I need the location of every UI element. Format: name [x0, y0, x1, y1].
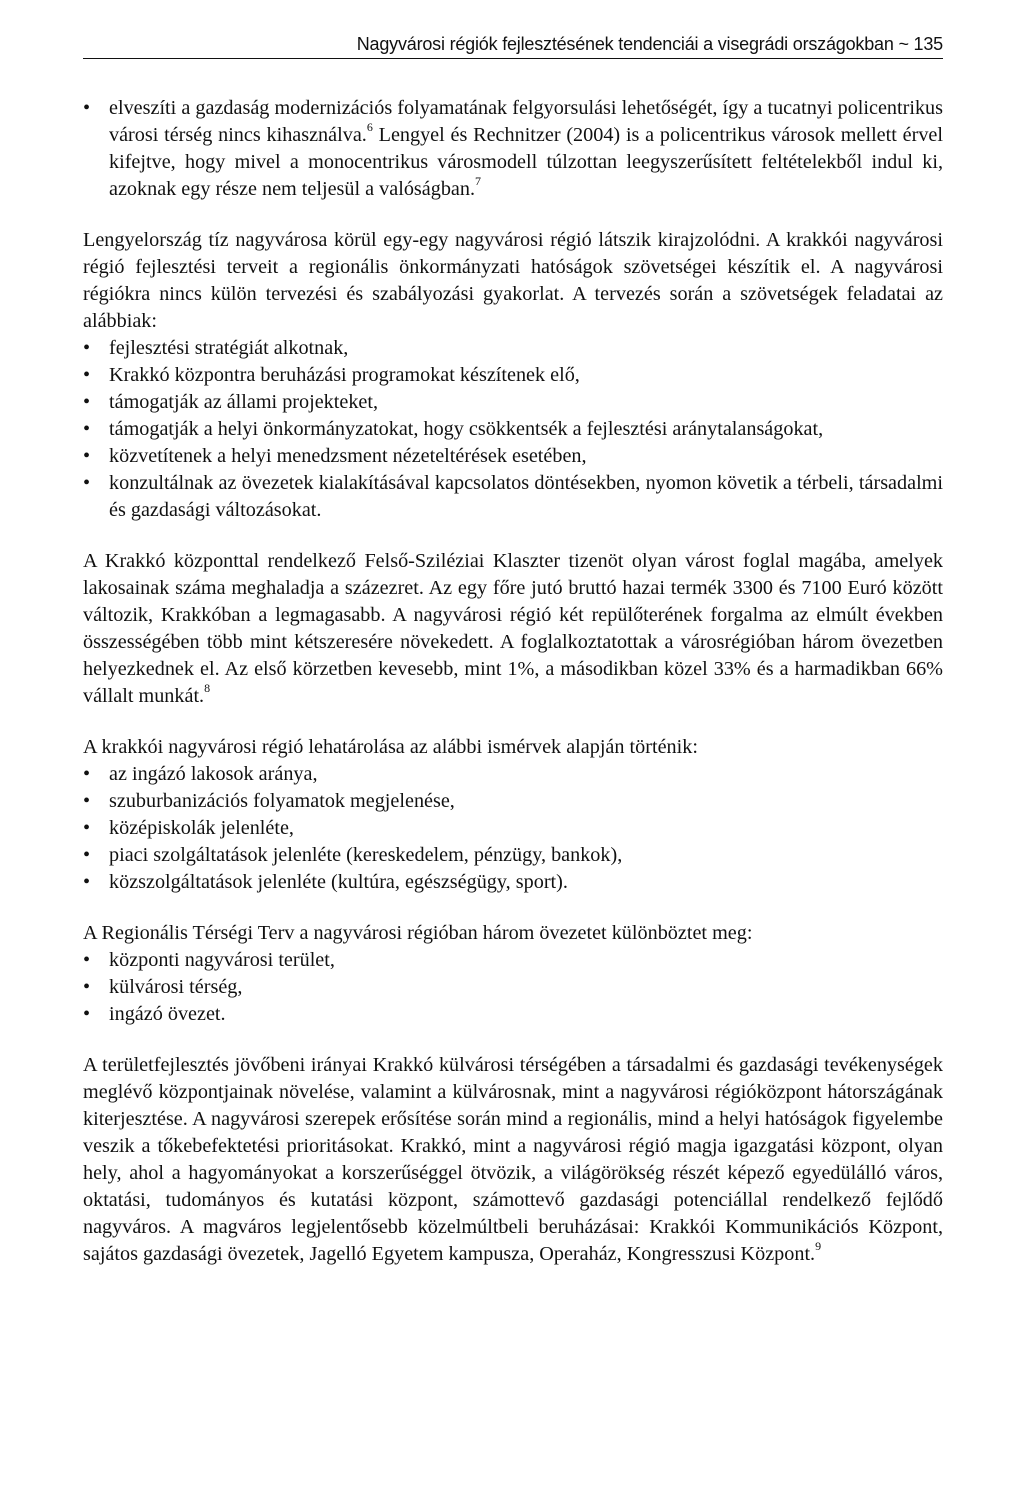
section2-text: A Krakkó központtal rendelkező Felső-Sziléziai Klaszter tizenöt olyan várost foglal magába, amelyek lakosainak száma meghaladja a százezret. Az egy főre jutó bruttó hazai termék 3300 és 7100 Euró között változik, Krakkóban a legmagasabb. A nagyvárosi régió két repülőterének forgalma az elmúlt években összességében több mint kétszeresére növekedett. A foglalkoztatottak a városrégióban három övezetben helyezkednek el. Az első körzetben kevesebb, mint 1%, a másodikban közel 33% és a harmadikban 66% vállalt munkát. [83, 550, 943, 707]
footnote-ref-9[interactable]: 9 [815, 1239, 822, 1254]
page [83, 34, 943, 1268]
footnote-ref-8[interactable]: 8 [204, 681, 211, 696]
list-item: • Krakkó központra beruházási programokat készítenek elő, [83, 362, 943, 389]
list-item: • külvárosi térség, [83, 974, 943, 1001]
list-item: • konzultálnak az övezetek kialakításával kapcsolatos döntésekben, nyomon követik a térbeli, társadalmi és gazdasági változásokat. [83, 470, 943, 524]
section4-paragraph: A Regionális Térségi Terv a nagyvárosi régióban három övezetet különböztet meg: [83, 922, 753, 944]
list-item: • középiskolák jelenléte, [83, 815, 943, 842]
list-item [83, 95, 943, 203]
section2-paragraph [83, 548, 943, 710]
page-body [83, 95, 943, 1268]
list-item: • központi nagyvárosi terület, [83, 947, 943, 974]
section1-list [83, 335, 943, 524]
list-item: • fejlesztési stratégiát alkotnak, [83, 335, 943, 362]
section1-paragraph: Lengyelország tíz nagyvárosa körül egy-egy nagyvárosi régió látszik kirajzolódni. A krakkói nagyvárosi régió fejlesztési terveit a regionális önkormányzati hatóságok szövetségei készítik el. A nagyvárosi régiókra nincs külön tervezési és szabályozási gyakorlat. A tervezés során a szövetségek feladatai az alábbiak: [83, 229, 943, 332]
list-item: • közvetítenek a helyi menedzsment nézeteltérések esetében, [83, 443, 943, 470]
list-item: • szuburbanizációs folyamatok megjelenése, [83, 788, 943, 815]
footnote-ref-6[interactable]: 6 [366, 120, 373, 135]
list-item: • támogatják a helyi önkormányzatokat, hogy csökkentsék a fejlesztési aránytalanságokat, [83, 416, 943, 443]
list-item: • közszolgáltatások jelenléte (kultúra, egészségügy, sport). [83, 869, 943, 896]
intro-text-a: elveszíti a gazdaság modernizációs folyamatának felgyorsulási lehetőségét, így a tucatnyi policentrikus városi térség nincs kihasználva. [109, 97, 943, 146]
running-header: Nagyvárosi régiók fejlesztésének tendenciái a visegrádi országokban ~ 135 [83, 34, 943, 59]
intro-text-b: Lengyel és Rechnitzer (2004) is a policentrikus városok mellett érvel kifejtve, hogy mivel a monocentrikus városmodell túlzottan leegyszerűsített feltételekből indul ki, azoknak egy része nem teljesül a valóságban. [109, 124, 943, 200]
section5-paragraph [83, 1052, 943, 1268]
section3-paragraph: A krakkói nagyvárosi régió lehatárolása az alábbi ismérvek alapján történik: [83, 736, 698, 758]
section4-list [83, 947, 943, 1028]
footnote-ref-7[interactable]: 7 [475, 174, 482, 189]
section5-text: A területfejlesztés jövőbeni irányai Krakkó külvárosi térségében a társadalmi és gazdasági tevékenységek meglévő központjainak növelése, valamint a külvárosnak, mint a nagyvárosi régióközpont hátországának kiterjesztése. A nagyvárosi szerepek erősítése során mind a regionális, mind a helyi hatóságok figyelembe veszik a tőkebefektetési prioritásokat. Krakkó, mint a nagyvárosi régió magja igazgatási központ, olyan hely, ahol a hagyományokat a korszerűséggel ötvözik, a világörökség részét képező egyedülálló város, oktatási, tudományos és kutatási központ, számottevő gazdasági potenciállal rendelkező fejlődő nagyváros. A magváros legjelentősebb közelmúltbeli beruházásai: Krakkói Kommunikációs Központ, sajátos gazdasági övezetek, Jagelló Egyetem kampusza, Operaház, Kongresszusi Központ. [83, 1054, 943, 1265]
list-item: • piaci szolgáltatások jelenléte (kereskedelem, pénzügy, bankok), [83, 842, 943, 869]
list-item: • az ingázó lakosok aránya, [83, 761, 943, 788]
list-item: • ingázó övezet. [83, 1001, 943, 1028]
list-item: • támogatják az állami projekteket, [83, 389, 943, 416]
intro-bullet-list [83, 95, 943, 203]
section3-list [83, 761, 943, 896]
